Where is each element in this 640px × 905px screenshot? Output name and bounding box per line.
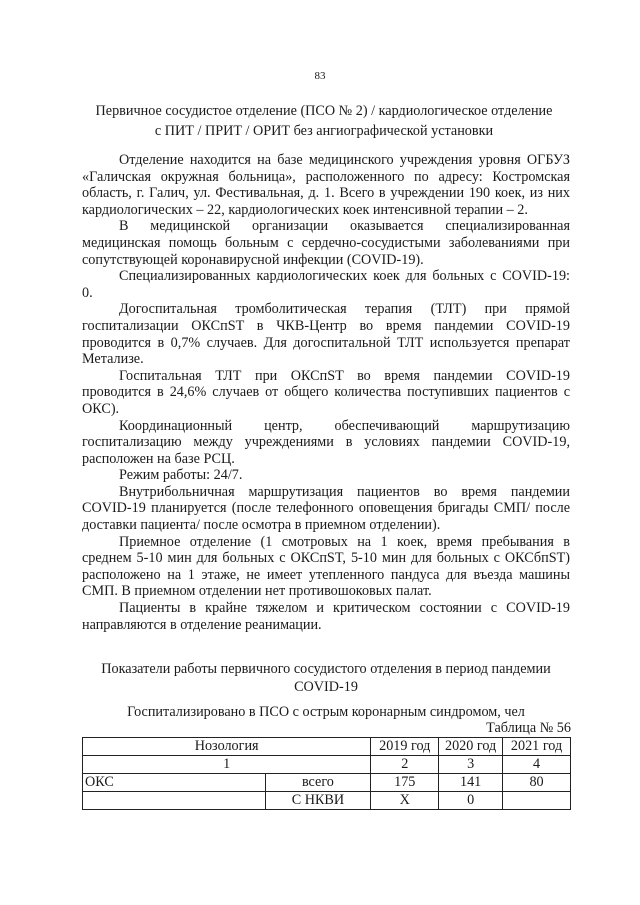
value-cell: [503, 792, 571, 810]
page-number: 83: [314, 70, 326, 82]
header-cell: Нозология: [83, 738, 371, 756]
heading-line-2: с ПИТ / ПРИТ / ОРИТ без ангиографической установки: [154, 123, 494, 139]
label-cell: всего: [265, 774, 371, 792]
paragraph: Пациенты в крайне тяжелом и критическом состоянии с COVID-19 направляются в отделение реанимации.: [82, 600, 570, 633]
column-number-cell: 3: [439, 756, 503, 774]
header-cell: 2020 год: [439, 738, 503, 756]
column-number-cell: 1: [83, 756, 371, 774]
document-heading: [80, 101, 568, 141]
column-number-row: [83, 756, 571, 774]
paragraph: Режим работы: 24/7.: [119, 467, 243, 484]
paragraph: Приемное отделение (1 смотровых на 1 коек, время пребывания в среднем 5-10 мин для больных с ОКСпST, 5-10 мин для больных с ОКСбпST) расположено на 1 этаже, не имеет утепленного пандуса для въезда машины СМП. В приемном отделении нет противошоковых палат.: [82, 533, 570, 600]
paragraph: В медицинской организации оказывается специализированная медицинская помощь больным с сердечно-сосудистыми заболеваниями при сопутствующей коронавирусной инфекции (COVID-19).: [82, 218, 570, 268]
table-row: [83, 792, 571, 810]
header-cell: 2019 год: [371, 738, 439, 756]
table-number: Таблица № 56: [486, 720, 571, 736]
paragraph: Внутрибольничная маршрутизация пациентов во время пандемии COVID-19 планируется (после телефонного оповещения бригады СМП/ после доставки пациента/ после осмотра в приемном отделении).: [82, 483, 570, 534]
table-row: [83, 774, 571, 792]
paragraph: Специализированных кардиологических коек для больных с COVID-19: 0.: [82, 268, 570, 301]
data-table: [82, 737, 571, 810]
paragraph: Госпитальная ТЛТ при ОКСпST во время пандемии COVID-19 проводится в 24,6% случаев от общего количества поступивших пациентов с ОКС).: [82, 367, 570, 417]
value-cell: Х: [371, 792, 439, 810]
header-cell: 2021 год: [503, 738, 571, 756]
label-cell: С НКВИ: [265, 792, 371, 810]
paragraph: Координационный центр, обеспечивающий маршрутизацию госпитализацию между учреждениями в условиях пандемии COVID-19, расположен на базе РСЦ.: [82, 417, 570, 467]
section-title-line-1: Показатели работы первичного сосудистого отделения в период пандемии: [101, 661, 551, 677]
paragraph: Догоспитальная тромболитическая терапия (ТЛТ) при прямой госпитализации ОКСпST в ЧКВ-Центр во время пандемии COVID-19 проводится в 0,7% случаев. Для догоспитальной ТЛТ используется препарат Метализе.: [82, 301, 570, 368]
section-title: [80, 660, 572, 696]
table-header-row: [83, 738, 571, 756]
table-caption: Госпитализировано в ПСО с острым коронарным синдромом, чел: [127, 704, 525, 720]
column-number-cell: 2: [371, 756, 439, 774]
body-text: [82, 152, 570, 633]
value-cell: 141: [439, 774, 503, 792]
column-number-cell: 4: [503, 756, 571, 774]
section-title-line-2: COVID-19: [294, 679, 358, 695]
paragraph: Отделение находится на базе медицинского учреждения уровня ОГБУЗ «Галичская окружная больница», расположенного по адресу: Костромская область, г. Галич, ул. Фестивальная, д. 1. Всего в учреждении 190 коек, из них кардиологических – 22, кардиологических коек интенсивной терапии – 2.: [82, 152, 570, 218]
group-cell: [83, 792, 266, 810]
value-cell: 175: [371, 774, 439, 792]
value-cell: 80: [503, 774, 571, 792]
heading-line-1: Первичное сосудистое отделение (ПСО № 2) / кардиологическое отделение: [95, 103, 553, 119]
group-cell: ОКС: [83, 774, 266, 792]
value-cell: 0: [439, 792, 503, 810]
